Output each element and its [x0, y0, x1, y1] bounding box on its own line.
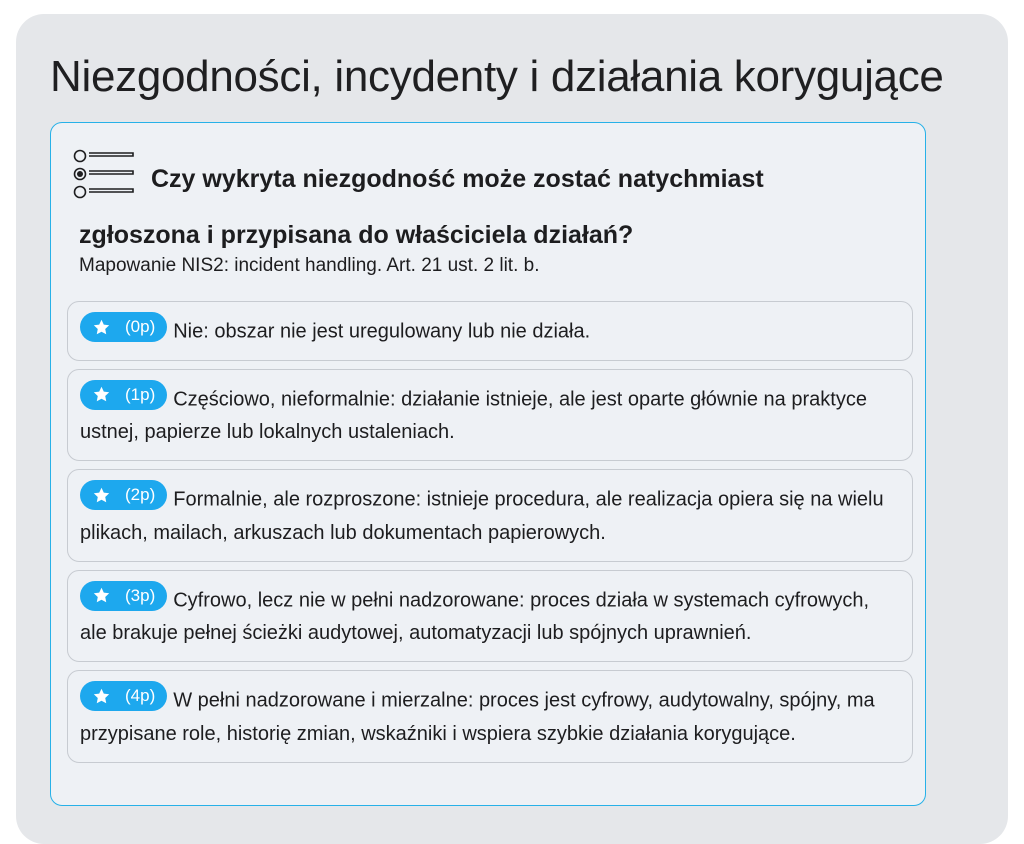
star-icon	[92, 486, 111, 505]
answer-option-text: Cyfrowo, lecz nie w pełni nadzorowane: proces działa w systemach cyfrowych, ale brakuje pełnej ścieżki audytowej, automatyzacji lub spójnych uprawnień.	[80, 589, 870, 644]
radio-list-icon	[71, 147, 137, 201]
answer-options-list	[67, 301, 913, 771]
assessment-section-panel	[16, 14, 1008, 844]
answer-option-2p[interactable]	[67, 469, 913, 562]
points-badge	[80, 480, 167, 510]
answer-option-1p[interactable]	[67, 369, 913, 462]
points-value: (2p)	[125, 485, 156, 504]
answer-option-text: Częściowo, nieformalnie: działanie istnieje, ale jest oparte głównie na praktyce ustnej, papierze lub lokalnych ustaleniach.	[80, 388, 867, 443]
star-icon	[92, 385, 111, 404]
star-icon	[92, 687, 111, 706]
question-text-line-1: Czy wykryta niezgodność może zostać natychmiast	[151, 165, 764, 193]
points-value: (3p)	[125, 585, 156, 605]
question-card	[50, 122, 926, 806]
answer-option-text: W pełni nadzorowane i mierzalne: proces jest cyfrowy, audytowalny, spójny, ma przypisane role, historię zmian, wskaźniki i wspiera szybkie działania korygujące.	[80, 689, 875, 745]
points-value: (1p)	[125, 384, 156, 404]
star-icon	[92, 318, 111, 337]
points-badge	[80, 581, 167, 611]
points-value: (4p)	[125, 686, 156, 705]
question-text-line-2: zgłoszona i przypisana do właściciela działań?	[79, 221, 634, 249]
points-badge	[80, 312, 167, 342]
section-title: Niezgodności, incydenty i działania korygujące	[50, 52, 944, 101]
points-value: (0p)	[125, 317, 156, 336]
answer-option-4p[interactable]	[67, 670, 913, 763]
answer-option-3p[interactable]	[67, 570, 913, 663]
answer-option-text: Formalnie, ale rozproszone: istnieje procedura, ale realizacja opiera się na wielu plikach, mailach, arkuszach lub dokumentach papierowych.	[80, 488, 884, 544]
star-icon	[92, 586, 111, 605]
answer-option-0p[interactable]	[67, 301, 913, 361]
points-badge	[80, 380, 167, 410]
answer-option-text: Nie: obszar nie jest uregulowany lub nie działa.	[173, 320, 591, 343]
nis2-mapping-note: Mapowanie NIS2: incident handling. Art. 21 ust. 2 lit. b.	[79, 255, 540, 276]
points-badge	[80, 681, 167, 711]
